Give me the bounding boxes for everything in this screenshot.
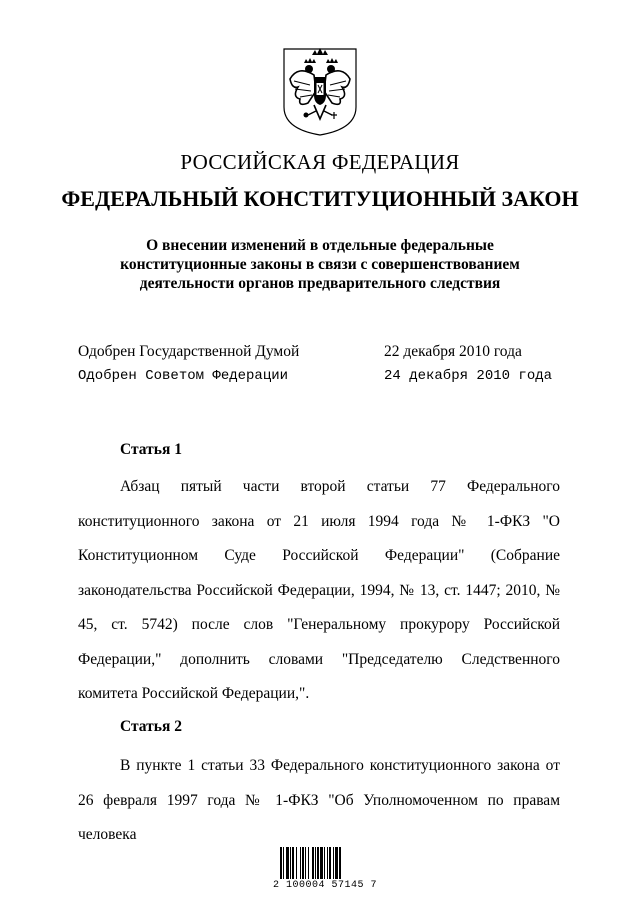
approval-duma <box>78 343 568 361</box>
law-title: О внесении изменений в отдельные федеральные конституционные законы в связи с совершенствованием деятельности органов предварительного следствия <box>120 237 520 292</box>
approval-organ: Одобрен Государственной Думой <box>78 343 300 360</box>
barcode <box>280 847 366 879</box>
article-2-heading: Статья 2 <box>120 718 182 735</box>
approval-date: 24 декабря 2010 года <box>384 368 553 384</box>
barcode-number: 2 100004 57145 7 <box>272 880 377 891</box>
coat-of-arms-icon <box>280 45 360 137</box>
article-1-text: Абзац пятый части второй статьи 77 Федерального конституционного закона от 21 июля 1994 года № 1-ФКЗ "О Конституционном Суде Российской Федерации" (Собрание законодательства Российской Федерации, 1994, № 13, ст. 1447; 2010, № 45, ст. 5742) после слов "Генеральному прокурору Российской Федерации," дополнить словами "Председателю Следственного комитета Российской Федерации,". <box>78 478 560 702</box>
article-2-text: В пункте 1 статьи 33 Федерального конституционного закона от 26 февраля 1997 года № 1-ФКЗ "Об Уполномоченном по правам человека <box>78 757 560 843</box>
law-type-heading: ФЕДЕРАЛЬНЫЙ КОНСТИТУЦИОННЫЙ ЗАКОН <box>61 186 579 211</box>
approval-organ: Одобрен Советом Федерации <box>78 368 289 384</box>
approval-federation-council <box>78 368 568 384</box>
article-1-heading: Статья 1 <box>120 441 182 458</box>
approval-date: 22 декабря 2010 года <box>384 343 522 360</box>
country-name: РОССИЙСКАЯ ФЕДЕРАЦИЯ <box>180 150 460 174</box>
